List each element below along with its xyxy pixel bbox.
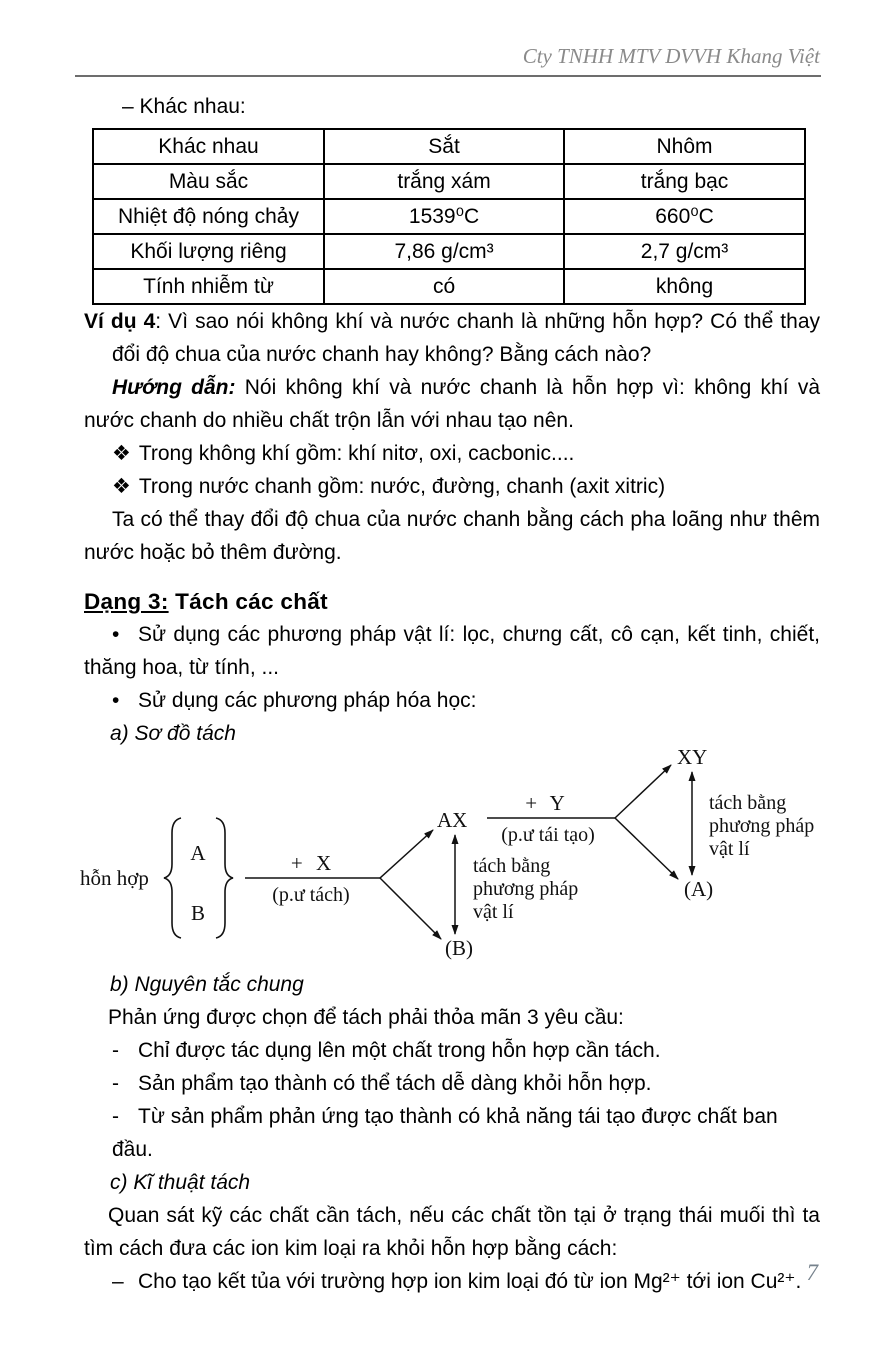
table-header-cell: Sắt: [324, 129, 564, 164]
table-cell: Tính nhiễm từ: [93, 269, 324, 304]
comparison-table: [92, 128, 806, 305]
requirement-item: [112, 1067, 820, 1100]
requirement-text: Chỉ được tác dụng lên một chất trong hỗn hợp cần tách.: [138, 1039, 661, 1062]
dang3-heading: [84, 585, 820, 618]
requirement-item: [112, 1100, 820, 1166]
table-cell: trắng bạc: [564, 164, 805, 199]
product-a-label: (A): [684, 877, 714, 901]
section-c-intro: Quan sát kỹ các chất cần tách, nếu các chất tồn tại ở trạng thái muối thì ta tìm cách đưa các ion kim loại ra khỏi hỗn hợp bằng cách:: [84, 1204, 820, 1260]
lemonade-components-text: Trong nước chanh gồm: nước, đường, chanh (axit xitric): [138, 475, 666, 498]
arrow-to-b: [380, 878, 441, 939]
product-xy-label: XY: [677, 745, 708, 769]
table-cell: 660⁰C: [564, 199, 805, 234]
example4-guide: [84, 371, 820, 437]
separation-scheme-svg: [75, 738, 835, 970]
requirement-text: Từ sản phẩm phản ứng tạo thành có khả năng tái tạo được chất ban đầu.: [112, 1105, 778, 1161]
khac-nhau-label: – Khác nhau:: [122, 95, 246, 118]
dang3-heading-label: Dạng 3:: [84, 589, 169, 614]
table-header-cell: Khác nhau: [93, 129, 324, 164]
component-b-label: B: [190, 901, 206, 925]
arrow-to-xy: [615, 765, 671, 818]
dang3-heading-text: Tách các chất: [168, 589, 328, 614]
chemical-methods-text: Sử dụng các phương pháp hóa học:: [138, 689, 477, 712]
table-cell: 7,86 g/cm³: [324, 234, 564, 269]
page-number: 7: [806, 1260, 818, 1285]
chemical-methods-item: [84, 684, 820, 717]
component-a-label: A: [190, 841, 206, 865]
step2-reagent: + Y: [525, 791, 565, 815]
guide-text: Nói không khí và nước chanh là hỗn hợp vì: không khí và nước chanh do nhiều chất trộn lẫn với nhau tạo nên.: [84, 376, 820, 432]
example4-question: [84, 305, 820, 371]
dot-bullet-icon: •: [112, 623, 120, 646]
mixture-label: hỗn hợp: [80, 866, 149, 890]
product-b-label: (B): [445, 936, 473, 960]
table-cell: trắng xám: [324, 164, 564, 199]
physical-methods-text: Sử dụng các phương pháp vật lí: lọc, chưng cất, cô cạn, kết tinh, chiết, thăng hoa, từ tính, ...: [84, 623, 820, 679]
section-b-intro: Phản ứng được chọn để tách phải thỏa mãn 3 yêu cầu:: [108, 1006, 624, 1029]
page-header: [0, 0, 896, 68]
arrow-to-ax: [380, 830, 433, 878]
guide-label: Hướng dẫn:: [112, 376, 236, 399]
table-row: [93, 199, 805, 234]
air-components-item: [112, 437, 820, 470]
requirement-item: [112, 1034, 820, 1067]
table-cell: Khối lượng riêng: [93, 234, 324, 269]
dot-bullet-icon: •: [112, 689, 120, 712]
separation-note1-line3: vật lí: [473, 901, 514, 923]
page-content: [80, 90, 820, 1298]
physical-methods-item: [84, 618, 820, 684]
technique-text: Cho tạo kết tủa với trường hợp ion kim loại đó từ ion Mg²⁺ tới ion Cu²⁺.: [138, 1270, 802, 1293]
table-row: [93, 234, 805, 269]
table-cell: 1539⁰C: [324, 199, 564, 234]
table-cell: Màu sắc: [93, 164, 324, 199]
technique-item: [112, 1265, 820, 1298]
header-rule: [75, 75, 821, 77]
separation-note2-line1: tách bằng: [709, 792, 787, 814]
separation-note1-line1: tách bằng: [473, 855, 551, 877]
table-cell: Nhiệt độ nóng chảy: [93, 199, 324, 234]
table-row: [93, 269, 805, 304]
hyphen-bullet-icon: -: [112, 1072, 119, 1095]
endash-bullet-icon: –: [112, 1270, 124, 1293]
separation-note2-line2: phương pháp: [709, 815, 815, 837]
separation-note1-line2: phương pháp: [473, 878, 579, 900]
separation-note2-line3: vật lí: [709, 838, 750, 860]
hyphen-bullet-icon: -: [112, 1105, 119, 1128]
lemonade-components-item: [112, 470, 820, 503]
step2-reaction-type: (p.ư tái tạo): [501, 824, 595, 846]
product-ax-label: AX: [437, 808, 468, 832]
separation-scheme-diagram: [80, 738, 820, 968]
subsection-b-title: b) Nguyên tắc chung: [110, 973, 304, 996]
arrow-to-a: [615, 818, 678, 879]
company-name: Cty TNHH MTV DVVH Khang Việt: [522, 44, 820, 68]
table-cell: không: [564, 269, 805, 304]
left-brace: [164, 818, 181, 938]
example4-question-text: : Vì sao nói không khí và nước chanh là những hỗn hợp? Có thể thay đổi độ chua của nước chanh hay không? Bằng cách nào?: [112, 310, 820, 366]
diamond-bullet-icon: ❖: [112, 442, 131, 465]
hyphen-bullet-icon: -: [112, 1039, 119, 1062]
diamond-bullet-icon: ❖: [112, 475, 131, 498]
air-components-text: Trong không khí gồm: khí nitơ, oxi, cacbonic....: [138, 442, 575, 465]
subsection-c-title: c) Kĩ thuật tách: [110, 1171, 251, 1194]
step1-reagent: + X: [290, 851, 332, 875]
table-row: [93, 129, 805, 164]
table-row: [93, 164, 805, 199]
requirement-text: Sản phẩm tạo thành có thể tách dễ dàng khỏi hỗn hợp.: [138, 1072, 652, 1095]
table-cell: 2,7 g/cm³: [564, 234, 805, 269]
subsection-a-title: a) Sơ đồ tách: [110, 722, 236, 745]
example4-conclusion: Ta có thể thay đổi độ chua của nước chanh bằng cách pha loãng như thêm nước hoặc bỏ thêm đường.: [84, 508, 820, 564]
step1-reaction-type: (p.ư tách): [272, 884, 350, 906]
table-header-cell: Nhôm: [564, 129, 805, 164]
example4-label: Ví dụ 4: [84, 310, 156, 333]
right-brace: [216, 818, 233, 938]
table-cell: có: [324, 269, 564, 304]
